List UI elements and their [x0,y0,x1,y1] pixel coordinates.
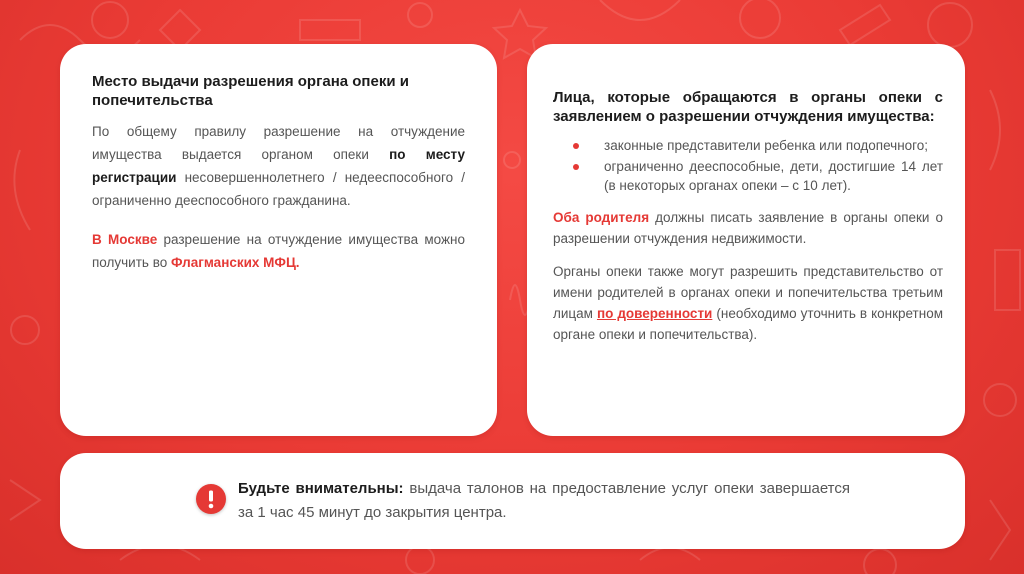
power-of-attorney-link[interactable]: по доверенности [596,306,713,321]
list-item [553,136,943,155]
attention-banner [60,453,965,549]
right-card-title: Лица, которые обращаются в органы опеки с заявлением о разрешении отчуждения имущества: [553,89,943,125]
left-p1-bold: по месту регистрации [92,147,466,185]
mfc-link[interactable]: Флагманских МФЦ. [170,255,300,270]
right-card-paragraph-2 [553,261,943,345]
left-info-card [60,44,497,436]
left-p2-red: В Москве [92,232,158,247]
attention-message: выдача талонов на предоставление услуг опеки завершается за 1 час 45 минут до закрытия центра. [238,480,851,521]
right-p1-red: Оба родителя [553,210,650,225]
attention-text [238,477,850,525]
left-p2-text: разрешение на отчуждение имущества можно получить во [92,232,465,270]
right-info-card [527,44,965,436]
bullet-icon [573,164,579,170]
left-card-paragraph-1 [92,120,465,212]
exclamation-icon [196,484,226,514]
attention-bold: Будьте внимательны: [238,480,404,497]
right-p2-text-a: Органы опеки также могут разрешить представительство от имени родителей в органах опеки и попечительства третьим лицам [553,264,943,321]
bullet-icon [573,143,579,149]
left-p1-text-a: По общему правилу разрешение на отчуждение имущества выдается органом опеки [92,124,465,162]
right-p2-text-b: (необходимо уточнить в конкретном органе опеки и попечительства). [553,306,943,342]
left-card-paragraph-2 [92,228,465,274]
list-item [553,157,943,195]
left-p1-text-b: несовершеннолетнего / недееспособного / ограниченно дееспособного гражданина. [92,170,465,208]
applicants-list [553,136,943,195]
right-p1-text: должны писать заявление в органы опеки о разрешении отчуждения недвижимости. [553,210,944,246]
left-card-title: Место выдачи разрешения органа опеки и попечительства [92,73,409,109]
right-card-paragraph-1 [553,207,943,249]
list-item-text: ограниченно дееспособные, дети, достигшие 14 лет (в некоторых органах опеки – с 10 лет). [604,159,943,193]
list-item-text: законные представители ребенка или подопечного; [604,138,929,153]
